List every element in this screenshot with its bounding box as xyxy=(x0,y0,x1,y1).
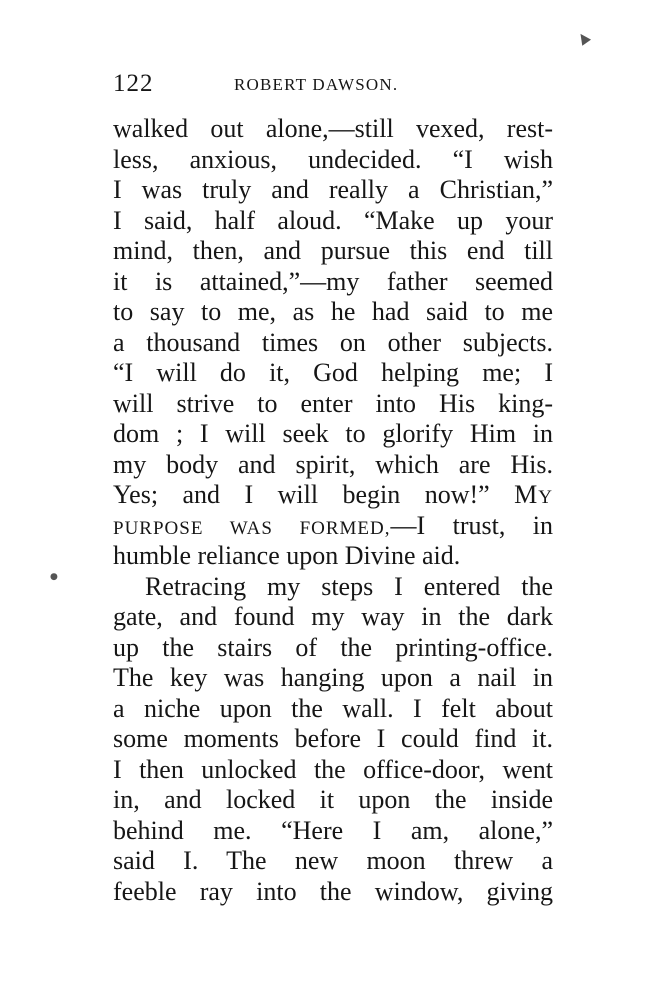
text-line: in, and locked it upon the inside xyxy=(113,785,553,814)
text-line xyxy=(113,511,553,542)
text-line: up the stairs of the printing-office. xyxy=(113,632,553,662)
small-caps-run xyxy=(514,480,553,509)
text-line: gate, and found my way in the dark xyxy=(113,602,553,631)
running-title: ROBERT DAWSON. xyxy=(234,75,399,94)
paragraph-2 xyxy=(113,572,553,908)
body-text xyxy=(113,114,553,907)
page-number: 122 xyxy=(113,70,154,97)
text-line: The key was hanging upon a nail in xyxy=(113,663,553,692)
text-line: will strive to enter into His king- xyxy=(113,388,553,418)
text-line: my body and spirit, which are His. xyxy=(113,449,553,479)
text-line: some moments before I could find it. xyxy=(113,724,553,753)
text-line: behind me. “Here I am, alone,” xyxy=(113,815,553,845)
text-line: I was truly and really a Christian,” xyxy=(113,175,553,204)
text-line: humble reliance upon Divine aid. xyxy=(113,541,461,570)
text-line: walked out alone,—still vexed, rest- xyxy=(113,114,553,143)
text-line: feeble ray into the window, giving xyxy=(113,876,553,906)
text-line: less, anxious, undecided. “I wish xyxy=(113,144,553,174)
text-line: said I. The new moon threw a xyxy=(113,846,553,875)
text-line: Retracing my steps I entered the xyxy=(145,571,553,601)
text-line: I said, half aloud. “Make up your xyxy=(113,205,553,235)
ink-dot: ● xyxy=(50,572,58,582)
text-line: I then unlocked the office-door, went xyxy=(113,754,553,784)
page-header xyxy=(113,70,553,104)
text-line: a niche upon the wall. I felt about xyxy=(113,693,553,723)
small-caps-initial: M xyxy=(514,480,539,509)
paragraph-1 xyxy=(113,114,553,572)
text-line: dom ; I will seek to glorify Him in xyxy=(113,419,553,448)
ink-speck: ▲ xyxy=(574,28,593,48)
text-run: —I trust, in xyxy=(390,510,553,540)
text-run: Yes; and I will begin now!” xyxy=(113,480,490,509)
text-line: mind, then, and pursue this end till xyxy=(113,236,553,265)
text-line: a thousand times on other subjects. xyxy=(113,327,553,357)
text-line xyxy=(113,480,553,511)
small-caps-rest: Y xyxy=(538,487,553,508)
text-line: it is attained,”—my father seemed xyxy=(113,266,553,296)
small-caps-run: PURPOSE WAS FORMED, xyxy=(113,517,391,539)
text-line: “I will do it, God helping me; I xyxy=(113,358,553,387)
text-line: to say to me, as he had said to me xyxy=(113,297,553,326)
